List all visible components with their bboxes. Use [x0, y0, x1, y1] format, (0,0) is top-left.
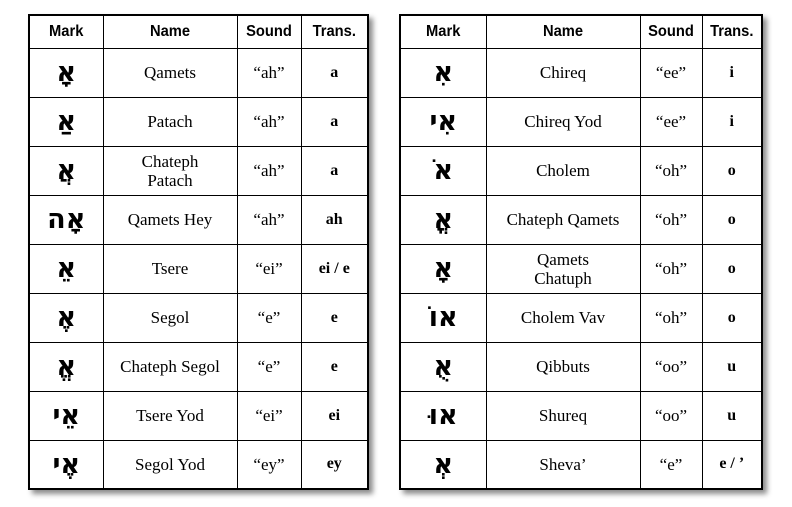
vowel-transliteration: ei	[301, 391, 368, 440]
vowel-name: Patach	[103, 97, 237, 146]
vowel-mark: אָ	[29, 48, 103, 97]
vowel-transliteration: o	[702, 146, 762, 195]
vowel-mark: אִי	[400, 97, 486, 146]
vowel-name: Chateph Segol	[103, 342, 237, 391]
vowel-name: Shureq	[486, 391, 640, 440]
table-row	[400, 293, 762, 342]
vowel-mark: אוֹ	[400, 293, 486, 342]
header-sound: Sound	[642, 15, 699, 48]
vowel-name: Sheva’	[486, 440, 640, 489]
vowel-mark: אֵ	[29, 244, 103, 293]
vowel-mark: אֵי	[29, 391, 103, 440]
vowel-mark: אֻ	[400, 342, 486, 391]
vowel-mark: אָ	[400, 244, 486, 293]
vowel-sound: “ey”	[237, 440, 301, 489]
vowel-table-left-grid	[28, 14, 369, 490]
header-mark: Mark	[32, 15, 100, 48]
table-row	[29, 195, 368, 244]
vowel-mark: אֶ	[29, 293, 103, 342]
vowel-sound: “ah”	[237, 146, 301, 195]
vowel-transliteration: ei / e	[301, 244, 368, 293]
vowel-name: Segol	[103, 293, 237, 342]
header-sound: Sound	[240, 15, 299, 48]
vowel-transliteration: u	[702, 342, 762, 391]
vowel-mark: אוּ	[400, 391, 486, 440]
header-row	[400, 15, 762, 48]
vowel-sound: “ei”	[237, 244, 301, 293]
vowel-sound: “oh”	[640, 293, 702, 342]
table-row	[400, 244, 762, 293]
vowel-sound: “ah”	[237, 195, 301, 244]
vowel-name: Qibbuts	[486, 342, 640, 391]
table-row	[400, 146, 762, 195]
header-name: Name	[108, 15, 231, 48]
table-row	[29, 293, 368, 342]
vowel-name: Chireq Yod	[486, 97, 640, 146]
vowel-mark: אְ	[400, 440, 486, 489]
vowel-name: Segol Yod	[103, 440, 237, 489]
vowel-transliteration: o	[702, 293, 762, 342]
vowel-transliteration: o	[702, 244, 762, 293]
vowel-table-left	[28, 14, 369, 490]
vowel-name: Chateph Qamets	[486, 195, 640, 244]
vowel-sound: “oh”	[640, 244, 702, 293]
vowel-sound: “ah”	[237, 48, 301, 97]
vowel-mark: אֹ	[400, 146, 486, 195]
header-trans: Trans.	[304, 15, 366, 48]
vowel-transliteration: a	[301, 48, 368, 97]
vowel-name: Tsere	[103, 244, 237, 293]
table-row	[29, 146, 368, 195]
vowel-name: Qamets Chatuph	[486, 244, 640, 293]
vowel-transliteration: a	[301, 97, 368, 146]
vowel-transliteration: u	[702, 391, 762, 440]
vowel-name: Chateph Patach	[103, 146, 237, 195]
vowel-name: Cholem	[486, 146, 640, 195]
vowel-table-right	[399, 14, 763, 490]
header-name: Name	[492, 15, 634, 48]
vowel-mark: אֲ	[29, 146, 103, 195]
vowel-sound: “oh”	[640, 195, 702, 244]
header-row	[29, 15, 368, 48]
vowel-mark: אֱ	[29, 342, 103, 391]
table-row	[400, 97, 762, 146]
vowel-sound: “ee”	[640, 97, 702, 146]
vowel-name: Cholem Vav	[486, 293, 640, 342]
vowel-sound: “ee”	[640, 48, 702, 97]
table-row	[29, 440, 368, 489]
vowel-sound: “e”	[237, 342, 301, 391]
header-mark: Mark	[403, 15, 482, 48]
vowel-transliteration: ah	[301, 195, 368, 244]
vowel-transliteration: i	[702, 48, 762, 97]
vowel-sound: “ei”	[237, 391, 301, 440]
table-row	[29, 48, 368, 97]
table-row	[29, 391, 368, 440]
vowel-transliteration: ey	[301, 440, 368, 489]
table-row	[400, 195, 762, 244]
vowel-table-right-grid	[399, 14, 763, 490]
vowel-name: Qamets	[103, 48, 237, 97]
vowel-sound: “ah”	[237, 97, 301, 146]
vowel-sound: “oh”	[640, 146, 702, 195]
vowel-mark: אָה	[29, 195, 103, 244]
table-row	[29, 342, 368, 391]
table-row	[400, 342, 762, 391]
vowel-transliteration: a	[301, 146, 368, 195]
vowel-mark: אִ	[400, 48, 486, 97]
table-row	[400, 48, 762, 97]
vowel-mark: אַ	[29, 97, 103, 146]
vowel-transliteration: e	[301, 293, 368, 342]
table-row	[400, 440, 762, 489]
vowel-name: Tsere Yod	[103, 391, 237, 440]
table-row	[29, 244, 368, 293]
vowel-name: Chireq	[486, 48, 640, 97]
vowel-sound: “e”	[640, 440, 702, 489]
vowel-sound: “oo”	[640, 342, 702, 391]
table-row	[29, 97, 368, 146]
vowel-transliteration: o	[702, 195, 762, 244]
header-trans: Trans.	[704, 15, 759, 48]
vowel-transliteration: i	[702, 97, 762, 146]
table-row	[400, 391, 762, 440]
vowel-mark: אֶי	[29, 440, 103, 489]
vowel-name: Qamets Hey	[103, 195, 237, 244]
vowel-sound: “e”	[237, 293, 301, 342]
vowel-transliteration: e / ’	[702, 440, 762, 489]
vowel-transliteration: e	[301, 342, 368, 391]
vowel-mark: אֳ	[400, 195, 486, 244]
vowel-sound: “oo”	[640, 391, 702, 440]
